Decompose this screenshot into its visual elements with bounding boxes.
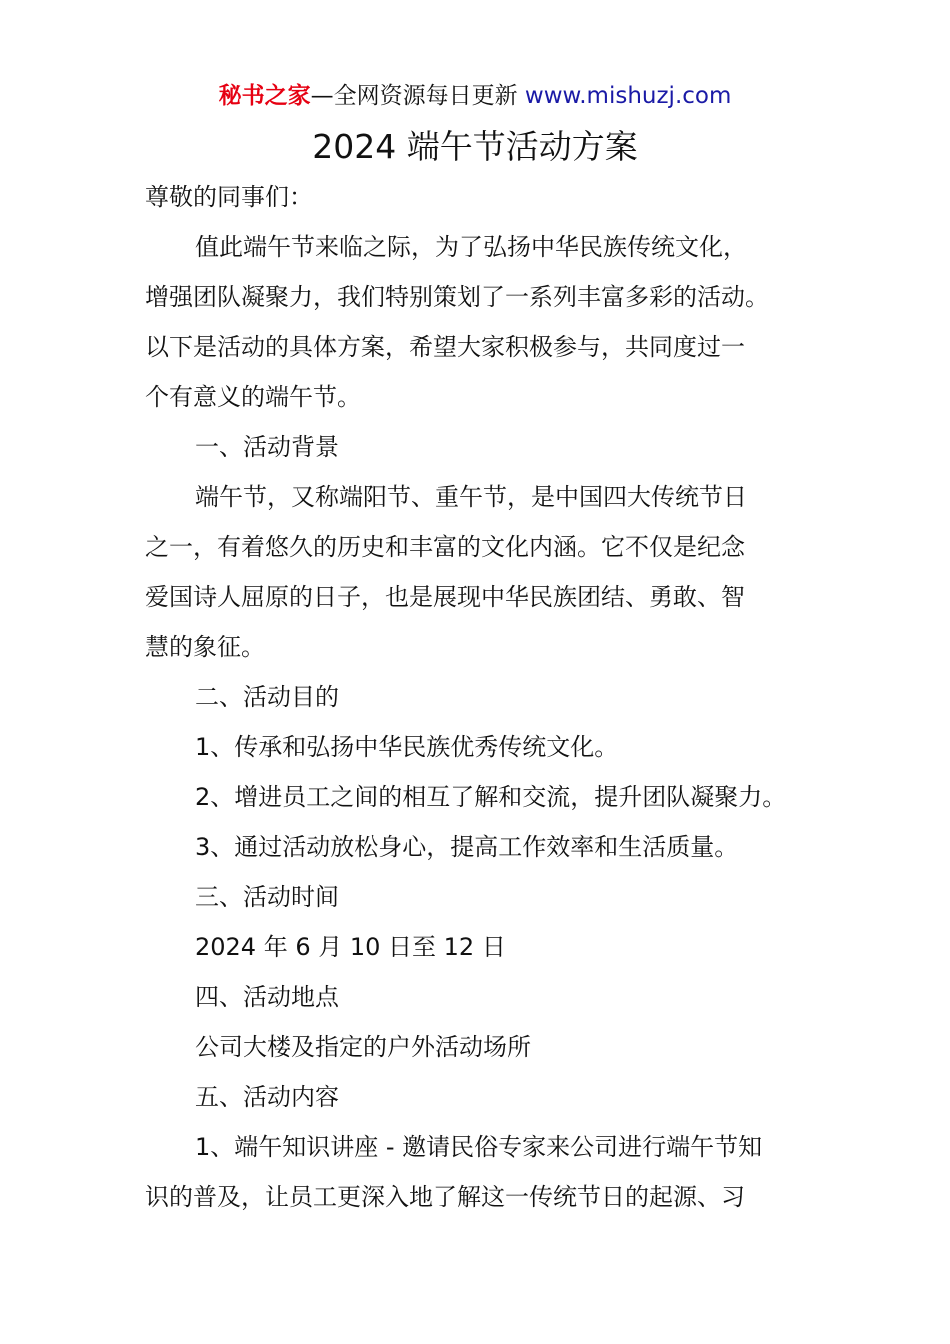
intro-line: 以下是活动的具体方案，希望大家积极参与，共同度过一: [145, 333, 745, 361]
document-body: [145, 172, 825, 1222]
content-line: 1、端午知识讲座 - 邀请民俗专家来公司进行端午节知: [195, 1133, 763, 1161]
site-url-link[interactable]: www.mishuzj.com: [524, 83, 732, 109]
goal-item: 1、传承和弘扬中华民族优秀传统文化。: [195, 733, 619, 761]
content-line: 识的普及，让员工更深入地了解这一传统节日的起源、习: [145, 1183, 745, 1211]
goal-item: 3、通过活动放松身心，提高工作效率和生活质量。: [195, 833, 739, 861]
section-heading-content: 五、活动内容: [195, 1083, 339, 1111]
salutation: 尊敬的同事们：: [145, 183, 313, 211]
section-heading-location: 四、活动地点: [195, 983, 339, 1011]
site-header: [0, 80, 950, 112]
brand-name: 秘书之家: [218, 83, 311, 109]
section-heading-time: 三、活动时间: [195, 883, 339, 911]
background-line: 爱国诗人屈原的日子，也是展现中华民族团结、勇敢、智: [145, 583, 745, 611]
goal-item: 2、增进员工之间的相互了解和交流，提升团队凝聚力。: [195, 783, 787, 811]
intro-line: 个有意义的端午节。: [145, 383, 361, 411]
background-line: 慧的象征。: [145, 633, 265, 661]
intro-line: 增强团队凝聚力，我们特别策划了一系列丰富多彩的活动。: [145, 283, 769, 311]
background-line: 之一，有着悠久的历史和丰富的文化内涵。它不仅是纪念: [145, 533, 745, 561]
activity-location: 公司大楼及指定的户外活动场所: [195, 1033, 531, 1061]
intro-line: 值此端午节来临之际，为了弘扬中华民族传统文化，: [195, 233, 747, 261]
activity-time: 2024 年 6 月 10 日至 12 日: [195, 933, 506, 961]
header-tagline: —全网资源每日更新: [310, 83, 525, 109]
section-heading-background: 一、活动背景: [195, 433, 339, 461]
document-title: 2024 端午节活动方案: [312, 127, 638, 166]
background-line: 端午节，又称端阳节、重午节，是中国四大传统节日: [195, 483, 747, 511]
section-heading-goals: 二、活动目的: [195, 683, 339, 711]
